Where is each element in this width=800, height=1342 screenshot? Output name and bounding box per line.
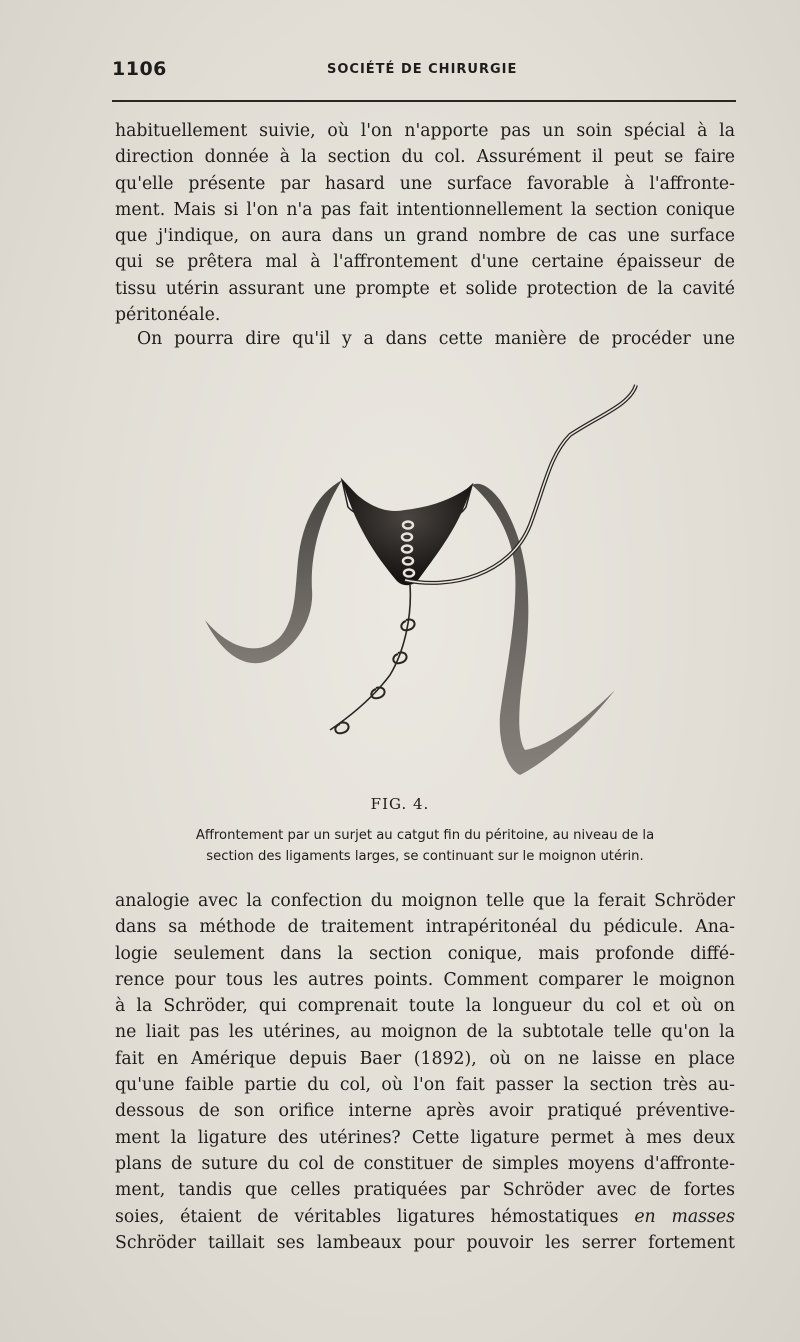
caption-line: Affrontement par un surjet au catgut fin du péritoine, au niveau de la: [195, 828, 655, 843]
header-rule: [112, 100, 736, 102]
text-line: Schröder taillait ses lambeaux pour pouvoir les serrer fortement: [115, 1232, 735, 1253]
figure-label: FIG. 4.: [370, 795, 430, 813]
text-line: tissu utérin assurant une prompte et solide protection de la cavité: [115, 278, 735, 299]
text-line: [115, 1204, 735, 1230]
right-ligament: [472, 484, 615, 775]
paragraph-bottom: [115, 888, 735, 1256]
text-line: ment, tandis que celles pratiquées par Schröder avec de fortes: [115, 1180, 735, 1201]
text-line-start: soies, étaient de véritables ligatures hémostatiques: [115, 1206, 635, 1227]
text-line: que j'indique, on aura dans un grand nombre de cas une surface: [115, 226, 735, 247]
text-line: dans sa méthode de traitement intrapéritonéal du pédicule. Ana-: [115, 917, 735, 938]
text-line: qui se prêtera mal à l'affrontement d'une certaine épaisseur de: [115, 252, 735, 273]
left-ligament: [205, 480, 342, 663]
text-line: ne liait pas les utérines, au moignon de la subtotale telle qu'on la: [115, 1022, 735, 1043]
text-line: qu'une faible partie du col, où l'on fait passer la section très au-: [115, 1075, 735, 1096]
text-line: ment la ligature des utérines? Cette ligature permet à mes deux: [115, 1127, 735, 1148]
text-line: fait en Amérique depuis Baer (1892), où on ne laisse en place: [115, 1048, 735, 1069]
text-line: qu'elle présente par hasard une surface favorable à l'affronte-: [115, 173, 735, 194]
running-suture: [330, 585, 410, 730]
paragraph-second: [115, 326, 735, 352]
text-line: analogie avec la confection du moignon telle que la ferait Schröder: [115, 891, 735, 911]
running-title: SOCIÉTÉ DE CHIRURGIE: [327, 62, 518, 77]
italic-phrase: en masses: [634, 1206, 735, 1227]
figure-caption: [120, 825, 730, 867]
text-line: logie seulement dans la section conique, mais profonde diffé-: [115, 943, 735, 964]
text-line: à la Schröder, qui comprenait toute la longueur du col et où on: [115, 996, 735, 1017]
page-number: 1106: [112, 58, 167, 80]
suture-loops: [335, 619, 414, 733]
text-line: péritonéale.: [115, 305, 221, 326]
surgical-figure: [190, 375, 650, 795]
text-line: direction donnée à la section du col. Assurément il peut se faire: [115, 147, 735, 168]
text-line: ment. Mais si l'on n'a pas fait intentionnellement la section conique: [115, 199, 735, 220]
text-line: On pourra dire qu'il y a dans cette manière de procéder une: [137, 329, 735, 349]
running-head: [112, 58, 736, 88]
text-line: rence pour tous les autres points. Comment comparer le moignon: [115, 969, 735, 990]
paragraph-top: [115, 118, 735, 328]
text-line: dessous de son orifice interne après avoir pratiqué préventive-: [115, 1101, 735, 1122]
text-line: plans de suture du col de constituer de simples moyens d'affronte-: [115, 1153, 735, 1174]
caption-line: section des ligaments larges, se continuant sur le moignon utérin.: [206, 849, 644, 864]
text-line: habituellement suivie, où l'on n'apporte pas un soin spécial à la: [115, 121, 735, 141]
